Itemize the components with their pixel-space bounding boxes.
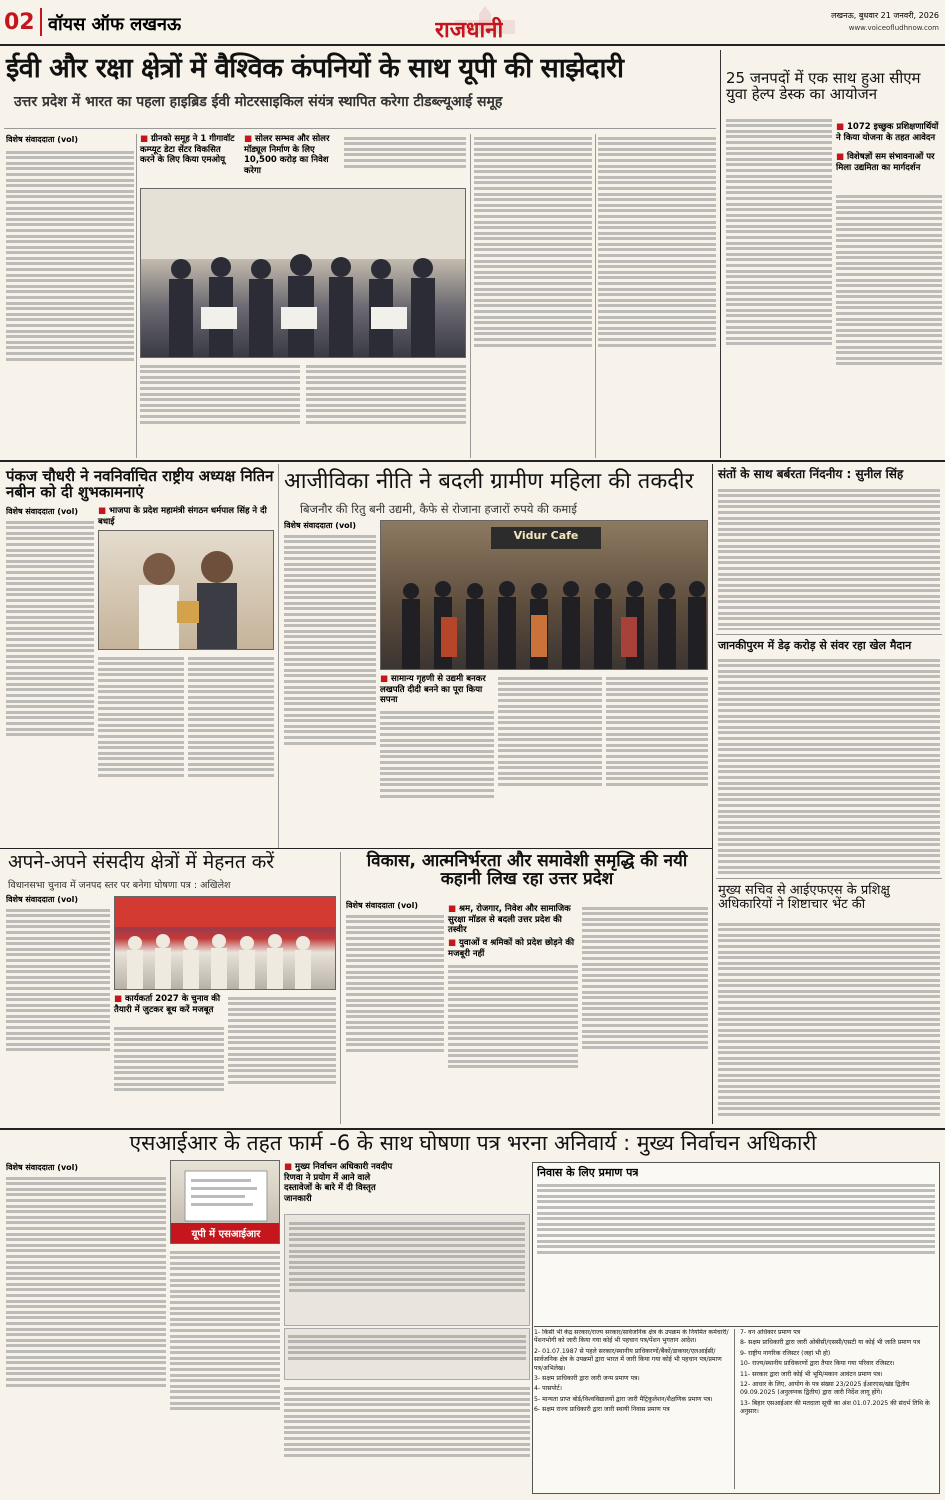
bullet-icon: ■ <box>448 904 459 914</box>
document-item: 6- सक्षम राज्य प्राधिकारी द्वारा जारी स्थायी निवास प्रमाण पत्र <box>534 1406 670 1414</box>
lead-photo <box>140 188 466 358</box>
apne-column-2 <box>114 1024 224 1122</box>
helpdesk-column-1 <box>726 116 832 460</box>
aajeevika-column-2 <box>380 708 494 846</box>
brand-name: राजधानी <box>435 18 504 43</box>
helpdesk-bullet-1: ■ 1072 इच्छुक प्रशिक्षणार्थियों ने किया योजना के तहत आवेदन <box>836 122 939 143</box>
aajeevika-subhead: बिजनौर की रितु बनी उद्यमी, कैफे से रोजाना हजारों रुपये की कमाई <box>300 502 577 516</box>
dateline: लखनऊ, बुधवार 21 जनवरी, 2026 <box>831 11 939 20</box>
pankaj-headline: पंकज चौधरी ने नवनिर्वाचित राष्ट्रीय अध्यक्ष नितिन नबीन को दी शुभकामनाएं <box>6 467 274 502</box>
document-item: 13- बिहार एसआईआर की मतदाता सूची का अंश 01.07.2025 की संदर्भ तिथि के अनुसार। <box>740 1399 930 1416</box>
vikas-headline: विकास, आत्मनिर्भरता और समावेशी समृद्धि की नयी कहानी लिख रहा उत्तर प्रदेश <box>366 851 688 890</box>
cafe-group-icon <box>381 521 708 670</box>
lead-column-4 <box>306 362 466 458</box>
document-item: 1- किसी भी केंद्र सरकार/राज्य सरकार/सार्वजनिक क्षेत्र के उपक्रम के नियमित कर्मचारी/पेंशनभोगी को जारी किया गया कोई भी पहचान पत्र/पेंशन भुगतान आदेश। <box>534 1329 729 1345</box>
residence-box-intro <box>537 1181 935 1287</box>
bullet-icon: ■ <box>836 152 847 162</box>
vikas-bullet-1: ■ श्रम, रोजगार, निवेश और सामाजिक सुरक्षा मॉडल से बदली उत्तर प्रदेश की तस्वीर <box>448 904 571 935</box>
sir-byline: विशेष संवाददाता (vol) <box>6 1163 79 1172</box>
document-item: 4- पासपोर्ट। <box>534 1385 563 1393</box>
cafe-photo <box>380 520 708 670</box>
sir-photo-caption: यूपी में एसआईआर <box>171 1223 280 1243</box>
document-item: 7- वन अधिकार प्रमाण पत्र <box>740 1329 801 1336</box>
brand-logo <box>425 2 545 44</box>
apne-column-3 <box>228 994 336 1122</box>
document-item: 12- आधार के लिए, आयोग के पत्र संख्या 23/2025 ईआरएस/खंड द्वितीय 09.09.2025 (अनुलग्नक द्वितीय) द्वारा जारी निर्देश लागू होंगे। <box>740 1381 910 1397</box>
sports-headline: जानकीपुरम में डेढ़ करोड़ से संवर रहा खेल मैदान <box>718 639 912 652</box>
lead-column-5 <box>474 134 592 458</box>
document-item: 5- मान्यता प्राप्त बोर्ड/विश्वविद्यालयों द्वारा जारी मैट्रिकुलेशन/शैक्षणिक प्रमाण पत्र। <box>534 1395 713 1403</box>
aajeevika-column-3 <box>498 674 602 846</box>
lead-column-1 <box>6 148 134 458</box>
vikas-column-3 <box>582 904 708 1122</box>
ifs-text <box>718 920 940 1124</box>
aajeevika-byline: विशेष संवाददाता (vol) <box>284 521 357 530</box>
helpdesk-column-2 <box>836 192 942 458</box>
masthead <box>0 0 945 46</box>
apne-headline: अपने-अपने संसदीय क्षेत्रों में मेहनत करें <box>8 851 275 873</box>
lead-column-6 <box>598 134 716 458</box>
page-number: 02 <box>4 10 35 35</box>
group-photo-icon <box>141 189 466 358</box>
party-meeting-icon <box>115 897 336 990</box>
document-list-right <box>740 1329 936 1417</box>
aajeevika-callout: ■ सामान्य गृहणी से उद्यमी बनकर लखपति दीदी बनने का पूरा किया सपना <box>380 674 486 705</box>
helpdesk-bullet-2: ■ विशेषज्ञों सम संभावनाओं पर मिला उद्यमिता का मार्गदर्शन <box>836 152 935 173</box>
aajeevika-headline: आजीविका नीति ने बदली ग्रामीण महिला की तकदीर <box>284 469 694 494</box>
sir-photo <box>170 1160 280 1244</box>
sir-headline: एसआईआर के तहत फार्म -6 के साथ घोषणा पत्र भरना अनिवार्य : मुख्य निर्वाचन अधिकारी <box>129 1131 817 1155</box>
pankaj-column-1 <box>6 518 94 846</box>
saints-headline: संतों के साथ बर्बरता निंदनीय : सुनील सिंह <box>718 467 904 481</box>
apne-subhead: विधानसभा चुनाव में जनपद स्तर पर बनेगा घोषणा पत्र : अखिलेश <box>8 880 231 891</box>
aajeevika-column-4 <box>606 674 708 846</box>
bullet-icon: ■ <box>244 134 255 144</box>
bullet-icon: ■ <box>98 506 109 516</box>
vikas-bullet-2: ■ युवाओं व श्रमिकों को प्रदेश छोड़ने की मजबूरी नहीं <box>448 938 575 959</box>
lead-byline: विशेष संवाददाता (vol) <box>6 135 79 144</box>
bullet-icon: ■ <box>380 674 391 684</box>
apne-byline: विशेष संवाददाता (vol) <box>6 895 79 904</box>
sir-shaded-box <box>284 1214 530 1326</box>
ifs-headline: मुख्य सचिव से आईएफएस के प्रशिक्षु अधिकारियों ने शिष्टाचार भेंट की <box>718 883 890 913</box>
document-item: 9- राष्ट्रीय नागरिक रजिस्टर (जहां भी हो) <box>740 1349 831 1357</box>
apne-column-1 <box>6 906 110 1122</box>
vikas-column-2 <box>448 962 578 1122</box>
saints-text <box>718 486 940 630</box>
lead-column-3 <box>140 362 300 458</box>
sir-shaded-box-2 <box>284 1328 530 1380</box>
lead-subhead: उत्तर प्रदेश में भारत का पहला हाइब्रिड ईवी मोटरसाइकिल संयंत्र स्थापित करेगा टीडब्ल्यूआई समूह <box>14 94 503 110</box>
lead-column-2 <box>344 134 466 188</box>
document-item: 11- सरकार द्वारा जारी कोई भी भूमि/मकान आवंटन प्रमाण पत्र। <box>740 1370 883 1378</box>
pankaj-column-2 <box>98 654 184 846</box>
residence-box-title: निवास के लिए प्रमाण पत्र <box>537 1166 639 1179</box>
document-list-box <box>534 1326 938 1492</box>
pankaj-byline: विशेष संवाददाता (vol) <box>6 507 79 516</box>
pankaj-column-3 <box>188 654 274 846</box>
lead-callout-1: ■ ग्रीनको समूह ने 1 गीगावॉट कम्प्यूट डेटा सेंटर विकसित करने के लिए किया एमओयू <box>140 134 235 165</box>
vikas-column-1 <box>346 912 444 1122</box>
pankaj-callout: ■ भाजपा के प्रदेश महामंत्री संगठन धर्मपाल सिंह ने दी बधाई <box>98 506 267 527</box>
sir-column-2 <box>170 1248 280 1494</box>
aajeevika-column-1 <box>284 532 376 846</box>
sir-callout: ■ मुख्य निर्वाचन अधिकारी नवदीप रिणवा ने प्रयोग में आने वाले दस्तावेजों के बारे में दी विस्तृत जानकारी <box>284 1162 393 1204</box>
lead-headline: ईवी और रक्षा क्षेत्रों में वैश्विक कंपनियों के साथ यूपी की साझेदारी <box>6 53 624 84</box>
bullet-icon: ■ <box>114 994 125 1004</box>
apne-callout: ■ कार्यकर्ता 2027 के चुनाव की तैयारी में जुटकर बूथ करें मजबूत <box>114 994 221 1015</box>
document-item: 10- राज्य/स्थानीय प्राधिकरणों द्वारा तैयार किया गया परिवार रजिस्टर। <box>740 1360 895 1368</box>
document-list-left <box>534 1329 730 1415</box>
bullet-icon: ■ <box>448 938 459 948</box>
helpdesk-headline: 25 जनपदों में एक साथ हुआ सीएम युवा हेल्प डेस्क का आयोजन <box>726 69 921 104</box>
pankaj-photo <box>98 530 274 650</box>
sports-text <box>718 656 940 874</box>
document-item: 8- सक्षम प्राधिकारी द्वारा जारी ओबीसी/एससी/एसटी या कोई भी जाति प्रमाण पत्र <box>740 1339 920 1347</box>
vikas-byline: विशेष संवाददाता (vol) <box>346 901 419 910</box>
sir-column-1 <box>6 1174 166 1494</box>
document-item: 3- सक्षम प्राधिकारी द्वारा जारी जन्म प्रमाण पत्र। <box>534 1375 640 1383</box>
website: www.voiceofludhnow.com <box>848 24 939 32</box>
bullet-icon: ■ <box>140 134 151 144</box>
sir-column-3 <box>284 1384 530 1494</box>
section-title: वॉयस ऑफ लखनऊ <box>48 14 182 35</box>
bullet-icon: ■ <box>284 1162 295 1172</box>
lead-callout-2: ■ सोलर सम्भव और सोलर मॉड्यूल निर्माण के लिए 10,500 करोड़ का निवेश करेगा <box>244 134 330 176</box>
portrait-icon <box>99 531 274 650</box>
document-item: 2- 01.07.1987 से पहले सरकार/स्थानीय प्राधिकरणों/बैंकों/डाकघर/एलआईसी/सार्वजनिक क्षेत्र के उपक्रमों द्वारा भारत में जारी किया गया कोई भी पहचान पत्र/प्रमाण पत्र/अभिलेख। <box>534 1347 722 1372</box>
cafe-sign: Vidur Cafe <box>513 529 579 542</box>
apne-photo <box>114 896 336 990</box>
bullet-icon: ■ <box>836 122 847 132</box>
